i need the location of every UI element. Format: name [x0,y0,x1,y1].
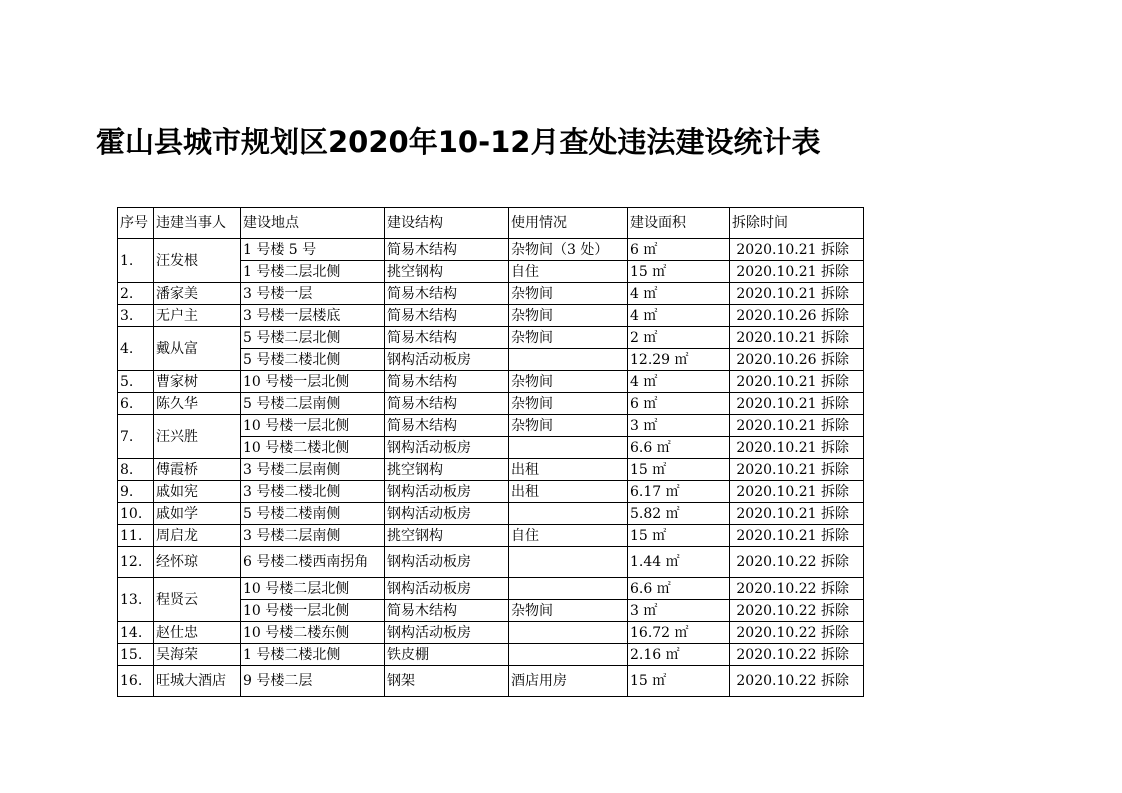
row-seq: 16. [118,666,154,697]
row-structure: 铁皮棚 [385,644,509,666]
table-row [118,305,864,327]
row-party: 吴海荣 [154,644,241,666]
row-usage: 杂物间 [509,415,628,437]
row-location: 5 号楼二层北侧 [241,327,385,349]
row-structure: 挑空钢构 [385,525,509,547]
row-party: 旺城大酒店 [154,666,241,697]
row-area: 4 ㎡ [628,371,730,393]
row-party: 赵仕忠 [154,622,241,644]
row-usage: 出租 [509,481,628,503]
row-demolition-time: 2020.10.21 拆除 [730,393,864,415]
row-usage: 杂物间（3 处） [509,239,628,261]
row-demolition-time: 2020.10.22 拆除 [730,578,864,600]
row-structure: 简易木结构 [385,327,509,349]
row-structure: 钢构活动板房 [385,437,509,459]
table-row [118,622,864,644]
row-usage [509,622,628,644]
violations-table [117,207,864,697]
row-usage [509,644,628,666]
row-usage [509,349,628,371]
row-seq: 13. [118,578,154,622]
row-demolition-time: 2020.10.21 拆除 [730,261,864,283]
header-area: 建设面积 [628,208,730,239]
row-structure: 钢构活动板房 [385,481,509,503]
row-demolition-time: 2020.10.26 拆除 [730,305,864,327]
table-body [118,239,864,697]
row-usage: 自住 [509,525,628,547]
row-seq: 4. [118,327,154,371]
row-location: 5 号楼二楼南侧 [241,503,385,525]
row-structure: 挑空钢构 [385,459,509,481]
row-location: 1 号楼二楼北侧 [241,644,385,666]
row-usage: 杂物间 [509,305,628,327]
row-party: 经怀琼 [154,547,241,578]
table-row [118,503,864,525]
row-location: 10 号楼二层北侧 [241,578,385,600]
row-structure: 钢构活动板房 [385,547,509,578]
row-structure: 简易木结构 [385,239,509,261]
header-party: 违建当事人 [154,208,241,239]
row-party: 戚如学 [154,503,241,525]
row-demolition-time: 2020.10.21 拆除 [730,327,864,349]
row-usage: 杂物间 [509,393,628,415]
row-area: 4 ㎡ [628,305,730,327]
row-party: 汪发根 [154,239,241,283]
row-area: 4 ㎡ [628,283,730,305]
row-location: 3 号楼二楼北侧 [241,481,385,503]
table-row [118,666,864,697]
row-area: 3 ㎡ [628,600,730,622]
table-row [118,393,864,415]
row-structure: 挑空钢构 [385,261,509,283]
row-party: 程贤云 [154,578,241,622]
row-area: 3 ㎡ [628,415,730,437]
row-area: 6.17 ㎡ [628,481,730,503]
row-location: 3 号楼二层南侧 [241,525,385,547]
row-party: 曹家树 [154,371,241,393]
table-header-row [118,208,864,239]
row-demolition-time: 2020.10.21 拆除 [730,459,864,481]
row-seq: 5. [118,371,154,393]
row-location: 1 号楼二层北侧 [241,261,385,283]
row-usage [509,437,628,459]
row-party: 潘家美 [154,283,241,305]
row-party: 戚如宪 [154,481,241,503]
row-location: 10 号楼二楼东侧 [241,622,385,644]
row-area: 15 ㎡ [628,261,730,283]
row-usage [509,578,628,600]
row-demolition-time: 2020.10.21 拆除 [730,503,864,525]
row-demolition-time: 2020.10.22 拆除 [730,666,864,697]
row-seq: 12. [118,547,154,578]
row-party: 周启龙 [154,525,241,547]
row-location: 9 号楼二层 [241,666,385,697]
row-demolition-time: 2020.10.21 拆除 [730,283,864,305]
row-area: 6 ㎡ [628,239,730,261]
table-row [118,481,864,503]
row-seq: 8. [118,459,154,481]
row-area: 6.6 ㎡ [628,578,730,600]
table-row [118,547,864,578]
row-demolition-time: 2020.10.21 拆除 [730,239,864,261]
row-seq: 10. [118,503,154,525]
row-usage: 杂物间 [509,283,628,305]
header-location: 建设地点 [241,208,385,239]
row-demolition-time: 2020.10.21 拆除 [730,525,864,547]
row-seq: 11. [118,525,154,547]
row-structure: 简易木结构 [385,371,509,393]
row-area: 2 ㎡ [628,327,730,349]
row-usage: 自住 [509,261,628,283]
row-demolition-time: 2020.10.22 拆除 [730,644,864,666]
row-usage [509,503,628,525]
row-structure: 简易木结构 [385,415,509,437]
row-area: 6.6 ㎡ [628,437,730,459]
row-structure: 简易木结构 [385,600,509,622]
row-area: 15 ㎡ [628,459,730,481]
row-seq: 15. [118,644,154,666]
row-seq: 2. [118,283,154,305]
row-location: 3 号楼一层楼底 [241,305,385,327]
table-row [118,578,864,600]
row-usage [509,547,628,578]
row-structure: 钢构活动板房 [385,622,509,644]
row-seq: 3. [118,305,154,327]
row-location: 10 号楼二楼北侧 [241,437,385,459]
row-demolition-time: 2020.10.22 拆除 [730,622,864,644]
row-party: 无户主 [154,305,241,327]
row-area: 16.72 ㎡ [628,622,730,644]
row-seq: 6. [118,393,154,415]
row-location: 5 号楼二层南侧 [241,393,385,415]
table-row [118,644,864,666]
row-demolition-time: 2020.10.21 拆除 [730,371,864,393]
row-party: 陈久华 [154,393,241,415]
row-area: 15 ㎡ [628,525,730,547]
row-structure: 简易木结构 [385,283,509,305]
row-area: 2.16 ㎡ [628,644,730,666]
row-demolition-time: 2020.10.26 拆除 [730,349,864,371]
row-area: 6 ㎡ [628,393,730,415]
table-row [118,327,864,349]
row-usage: 酒店用房 [509,666,628,697]
row-party: 汪兴胜 [154,415,241,459]
row-structure: 钢构活动板房 [385,503,509,525]
row-location: 1 号楼 5 号 [241,239,385,261]
row-location: 3 号楼二层南侧 [241,459,385,481]
row-area: 1.44 ㎡ [628,547,730,578]
row-location: 5 号楼二楼北侧 [241,349,385,371]
row-demolition-time: 2020.10.22 拆除 [730,547,864,578]
row-structure: 钢架 [385,666,509,697]
row-structure: 简易木结构 [385,305,509,327]
row-demolition-time: 2020.10.22 拆除 [730,600,864,622]
header-seq: 序号 [118,208,154,239]
table-row [118,459,864,481]
row-area: 5.82 ㎡ [628,503,730,525]
row-location: 6 号楼二楼西南拐角 [241,547,385,578]
row-seq: 9. [118,481,154,503]
row-demolition-time: 2020.10.21 拆除 [730,481,864,503]
table-row [118,525,864,547]
row-structure: 简易木结构 [385,393,509,415]
table-row [118,371,864,393]
table-row [118,415,864,437]
table-row [118,239,864,261]
row-usage: 杂物间 [509,327,628,349]
header-usage: 使用情况 [509,208,628,239]
row-party: 戴从富 [154,327,241,371]
row-location: 10 号楼一层北侧 [241,415,385,437]
document-title: 霍山县城市规划区2020年10-12月查处违法建设统计表 [96,125,821,159]
row-party: 傅霞桥 [154,459,241,481]
row-seq: 14. [118,622,154,644]
header-structure: 建设结构 [385,208,509,239]
row-demolition-time: 2020.10.21 拆除 [730,437,864,459]
row-seq: 1. [118,239,154,283]
row-location: 10 号楼一层北侧 [241,371,385,393]
row-area: 15 ㎡ [628,666,730,697]
row-structure: 钢构活动板房 [385,578,509,600]
row-location: 10 号楼一层北侧 [241,600,385,622]
row-location: 3 号楼一层 [241,283,385,305]
row-usage: 出租 [509,459,628,481]
row-demolition-time: 2020.10.21 拆除 [730,415,864,437]
row-usage: 杂物间 [509,600,628,622]
row-usage: 杂物间 [509,371,628,393]
header-demolition-time: 拆除时间 [730,208,864,239]
row-area: 12.29 ㎡ [628,349,730,371]
row-structure: 钢构活动板房 [385,349,509,371]
table-row [118,283,864,305]
row-seq: 7. [118,415,154,459]
